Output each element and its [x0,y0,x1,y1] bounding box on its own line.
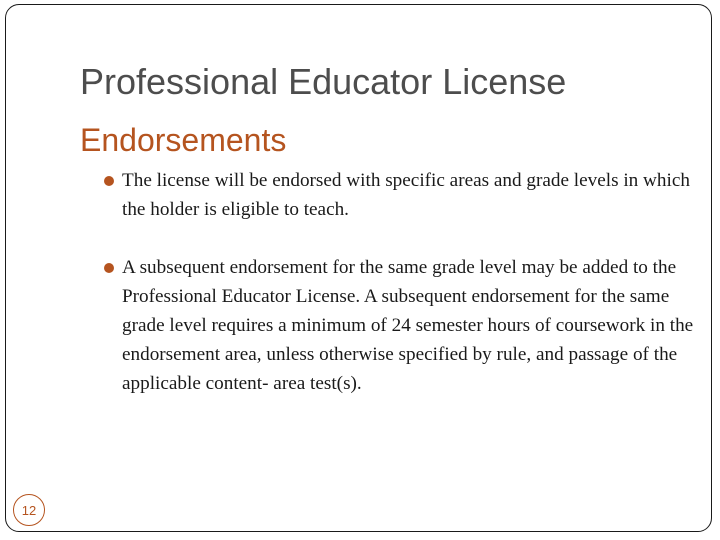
page-number: 12 [21,502,37,518]
bullet-text: The license will be endorsed with specific areas and grade levels in which the holder is eligible to teach. [122,170,690,220]
bullet-item [104,253,694,398]
slide-subtitle: Endorsements [80,122,287,158]
bullet-text: A subsequent endorsement for the same grade level may be added to the Professional Educator License. A subsequent endorsement for the same grade level requires a minimum of 24 semester hours of coursework in the endorsement area, unless otherwise specified by rule, and passage of the applicable content- area test(s). [122,257,694,394]
bullet-item [104,166,694,224]
bullet-dot-icon [104,263,114,273]
page-number-badge [13,494,45,526]
slide-title: Professional Educator License [80,61,567,102]
bullet-list [104,166,694,398]
bullet-dot-icon [104,176,114,186]
